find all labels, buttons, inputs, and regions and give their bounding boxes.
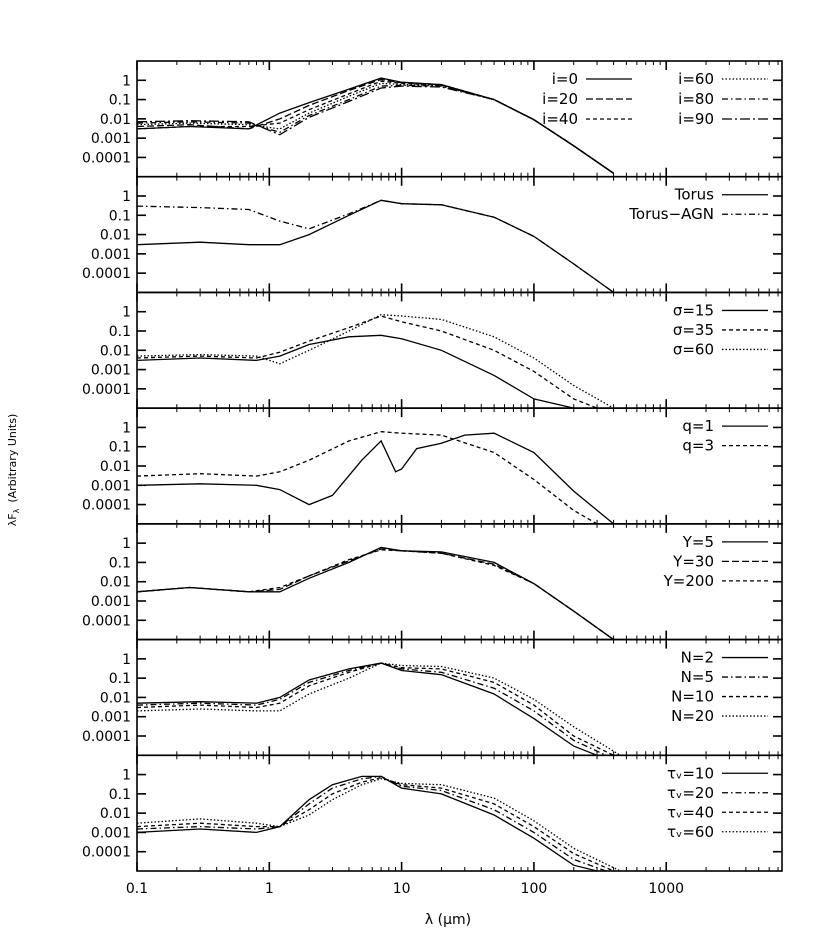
y-axis-title-main: λF (6, 513, 19, 527)
y-tick-label: 0.0001 (82, 266, 131, 283)
legend-label: Y=200 (663, 571, 714, 590)
panel-1 (82, 61, 782, 177)
legend-label: σ=60 (672, 340, 714, 359)
legend-label: i=80 (678, 90, 714, 108)
series-line-σ=60 (137, 315, 614, 408)
panel-3 (82, 292, 782, 408)
legend-label: σ=35 (672, 320, 714, 339)
series-line-q=1 (137, 433, 614, 524)
y-tick-label: 0.1 (108, 208, 131, 225)
y-tick-label: 1 (122, 73, 131, 90)
y-tick-label: 0.001 (90, 825, 131, 842)
y-tick-label: 0.1 (108, 439, 131, 456)
y-tick-label: 0.01 (99, 806, 131, 823)
y-axis-title-sub: λ (12, 508, 21, 514)
panel-2 (82, 177, 782, 293)
y-tick-label: 1 (122, 767, 131, 784)
y-tick-label: 0.001 (90, 131, 131, 148)
legend-label: Torus−AGN (629, 205, 714, 224)
panel-6 (82, 640, 782, 756)
legend-label: i=60 (678, 70, 714, 88)
legend-label: τᵥ=10 (667, 764, 714, 783)
legend-label: τᵥ=40 (667, 803, 714, 822)
legend-label: N=20 (671, 707, 714, 726)
y-tick-label: 0.01 (99, 574, 131, 591)
y-tick-label: 1 (122, 189, 131, 205)
legend-label: σ=15 (672, 301, 714, 320)
y-tick-label: 0.0001 (82, 497, 131, 514)
legend-label: N=2 (680, 648, 714, 667)
series-line-Y=30 (137, 549, 614, 640)
panel-4 (82, 408, 782, 524)
legend-label: N=5 (680, 668, 714, 687)
series-line-q=3 (137, 432, 597, 524)
series-line-N=10 (137, 663, 614, 755)
y-tick-label: 0.0001 (82, 613, 131, 630)
legend-label: Torus (674, 185, 714, 204)
y-tick-label: 1 (122, 304, 131, 321)
legend-label: τᵥ=20 (667, 783, 714, 802)
y-tick-label: 0.01 (99, 111, 131, 128)
y-tick-label: 0.0001 (82, 844, 131, 861)
x-tick-label: 1000 (648, 881, 685, 897)
y-tick-label: 0.0001 (82, 729, 131, 745)
series-line-τᵥ=40 (137, 778, 614, 871)
y-tick-label: 0.001 (90, 709, 131, 726)
x-tick-label: 1 (264, 881, 274, 897)
y-axis-title (6, 414, 21, 526)
y-tick-label: 0.001 (90, 594, 131, 610)
y-tick-label: 0.1 (108, 671, 131, 688)
y-tick-label: 1 (122, 420, 131, 437)
series-line-N=20 (137, 663, 620, 755)
legend-label: i=90 (678, 110, 714, 128)
x-axis (126, 881, 684, 897)
series-line-τᵥ=10 (137, 776, 597, 871)
y-tick-label: 0.001 (90, 478, 131, 495)
legend-label: q=3 (682, 436, 714, 455)
y-tick-label: 1 (122, 536, 131, 553)
legend-label: q=1 (682, 417, 714, 436)
x-axis-title: λ (μm) (424, 912, 472, 928)
legend-label: τᵥ=60 (667, 822, 714, 841)
series-line-Torus (137, 200, 614, 292)
x-tick-label: 10 (392, 881, 411, 897)
y-tick-label: 1 (122, 651, 131, 668)
series-line-σ=35 (137, 316, 597, 408)
legend-label: N=10 (671, 687, 714, 706)
series-line-Torus−AGN (137, 200, 614, 292)
y-tick-label: 0.01 (99, 343, 131, 360)
x-tick-label: 0.1 (125, 881, 149, 897)
series-line-τᵥ=60 (137, 779, 620, 871)
y-tick-label: 0.1 (108, 786, 131, 803)
y-tick-label: 0.1 (108, 92, 131, 109)
series-line-Y=5 (137, 547, 614, 639)
legend-label: Y=30 (673, 552, 714, 571)
y-tick-label: 0.01 (99, 459, 131, 475)
panels-group (82, 61, 782, 871)
series-line-Y=200 (137, 550, 614, 640)
series-line-N=2 (137, 663, 597, 755)
y-tick-label: 0.0001 (82, 150, 131, 167)
y-tick-label: 0.01 (99, 227, 131, 244)
y-tick-label: 0.001 (90, 362, 131, 379)
y-axis-title-units: (Arbitrary Units) (6, 413, 19, 503)
y-tick-label: 0.01 (99, 690, 131, 707)
series-line-σ=15 (137, 335, 574, 408)
y-tick-label: 0.1 (108, 555, 131, 572)
x-tick-label: 100 (520, 881, 548, 897)
legend-label: i=0 (551, 70, 578, 88)
y-tick-label: 0.001 (90, 246, 131, 263)
y-tick-label: 0.1 (108, 324, 131, 340)
legend-label: i=20 (542, 90, 578, 108)
legend-label: i=40 (542, 110, 578, 128)
panel-5 (82, 524, 782, 640)
legend-label: Y=5 (682, 532, 714, 551)
y-tick-label: 0.0001 (82, 381, 131, 398)
panel-7 (82, 755, 782, 871)
